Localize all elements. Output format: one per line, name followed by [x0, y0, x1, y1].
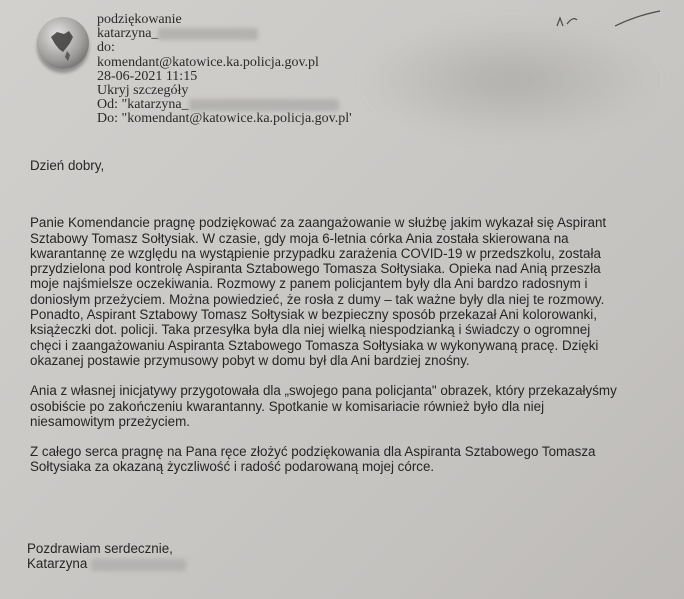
- closing-phrase: Pozdrawiam serdecznie,: [27, 541, 173, 556]
- paragraph-3: [30, 444, 680, 475]
- redacted-area: [360, 20, 660, 140]
- greeting: Dzień dobry,: [30, 158, 105, 173]
- from-line-row: [97, 98, 352, 112]
- redacted-text: [91, 559, 186, 571]
- email-datetime: 28-06-2021 11:15: [97, 68, 198, 84]
- to-address[interactable]: komendant@katowice.ka.policja.gov.pl: [97, 54, 319, 70]
- closing-block: [27, 541, 186, 572]
- handwritten-mark: [555, 8, 665, 30]
- text-line: doniosłym przeżyciem. Można powiedzieć, że rosła z dumy – tak ważne były dla niej te rozmowy.: [30, 291, 605, 307]
- to-label: do:: [97, 40, 115, 56]
- sender-name-row: [97, 27, 352, 41]
- text-line: przydzielona pod kontrolę Aspiranta Sztabowego Tomasza Sołtysiaka. Opieka nad Anią przeszła: [30, 261, 601, 277]
- redacted-text: [189, 99, 339, 111]
- text-line: Ania z własnej inicjatywy przygotowała dla „swojego pana policjanta" obrazek, który przekazałyśmy: [30, 383, 617, 399]
- text-line: moje najśmielsze oczekiwania. Rozmowy z panem policjantem były dla Ani bardzo radosnym i: [30, 276, 588, 292]
- text-line: Sołtysiaka za okazaną życzliwość i radość podarowaną mojej córce.: [30, 459, 435, 475]
- text-line: osobiście po zakończeniu kwarantanny. Spotkanie w komisariacie również było dla niej: [30, 398, 545, 414]
- email-header: [97, 13, 352, 127]
- paragraph-2: [30, 383, 680, 429]
- email-subject: podziękowanie: [97, 12, 182, 27]
- text-line: chęci i zaangażowaniu Aspiranta Sztabowego Tomasza Sołtysiaka w wykonywaną pracę. Dzięki: [30, 337, 599, 353]
- text-line: kwarantannę ze względu na wystąpienie przypadku zarażenia COVID-19 w przedszkolu, została: [30, 245, 601, 261]
- paragraph-1: [30, 215, 680, 368]
- letter-body: [30, 158, 680, 490]
- text-line: Panie Komendancie pragnę podziękować za zaangażowanie w służbę jakim wykazał się Aspirant: [30, 215, 607, 231]
- text-line: Ponadto, Aspirant Sztabowy Tomasz Sołtysiak w bezpieczny sposób przekazał Ani kolorowanki,: [30, 307, 597, 323]
- text-line: okazanej postawie przymusowy pobyt w domu był dla Ani bardziej znośny.: [30, 352, 470, 368]
- text-line: niesamowitym przeżyciem.: [30, 413, 190, 429]
- from-line: Od: "katarzyna_: [97, 97, 189, 113]
- redacted-text: [158, 28, 258, 40]
- to-line: Do: "komendant@katowice.ka.policja.gov.pl': [97, 111, 352, 127]
- text-line: książeczki dot. policji. Taka przesyłka była dla niej wielką niespodzianką i świadczy o ogromnej: [30, 322, 591, 338]
- signature-name: Katarzyna: [27, 556, 88, 572]
- globe-icon: [37, 17, 89, 69]
- hide-details-link[interactable]: Ukryj szczegóły: [97, 83, 189, 99]
- text-line: Z całego serca pragnę na Pana ręce złożyć podziękowania dla Aspiranta Sztabowego Tomasza: [30, 444, 596, 460]
- text-line: Sztabowy Tomasz Sołtysiak. W czasie, gdy moja 6-letnia córka Ania została skierowana na: [30, 230, 569, 246]
- signature-row: [27, 556, 186, 571]
- sender-name: katarzyna_: [97, 26, 159, 42]
